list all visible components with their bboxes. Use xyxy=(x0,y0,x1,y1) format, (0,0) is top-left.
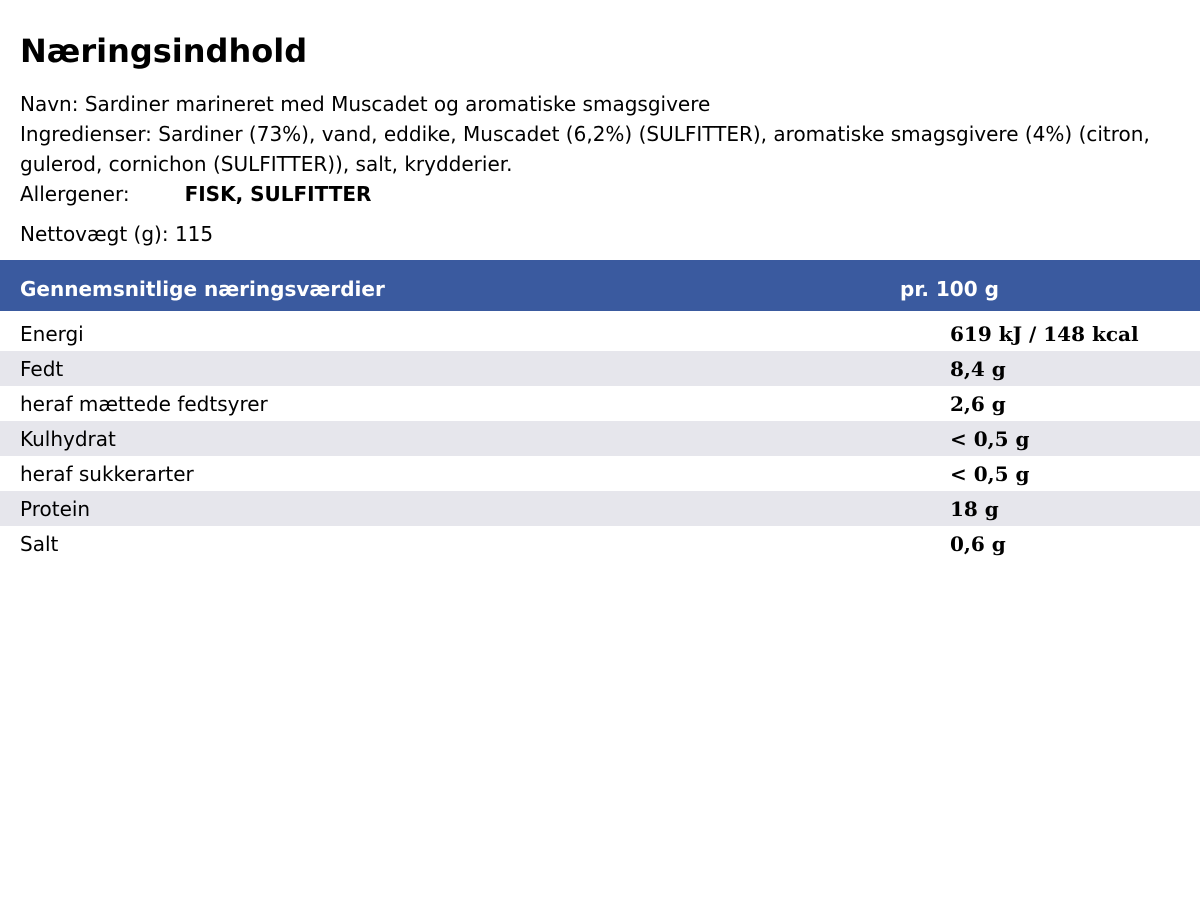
net-weight: Nettovægt (g): 115 xyxy=(20,222,214,246)
page-title: Næringsindhold xyxy=(20,32,308,70)
nutrient-value: < 0,5 g xyxy=(950,427,1030,451)
nutrient-value: 2,6 g xyxy=(950,392,1006,416)
nutrient-name: Fedt xyxy=(20,357,64,381)
table-row xyxy=(0,491,1200,526)
table-row xyxy=(0,316,1200,351)
allergens-value: FISK, SULFITTER xyxy=(184,182,372,206)
header-per-100g-label: pr. 100 g xyxy=(900,277,999,301)
product-info xyxy=(20,89,1180,209)
table-row xyxy=(0,456,1200,491)
product-name: Navn: Sardiner marineret med Muscadet og aromatiske smagsgivere xyxy=(20,92,711,116)
nutrition-table-body xyxy=(0,316,1200,561)
table-row xyxy=(0,421,1200,456)
table-row xyxy=(0,526,1200,561)
nutrient-name: Energi xyxy=(20,322,84,346)
nutrient-value: < 0,5 g xyxy=(950,462,1030,486)
header-nutrient-label: Gennemsnitlige næringsværdier xyxy=(20,277,385,301)
nutrient-value: 0,6 g xyxy=(950,532,1006,556)
nutrient-name: Protein xyxy=(20,497,91,521)
table-row xyxy=(0,386,1200,421)
nutrient-value: 8,4 g xyxy=(950,357,1006,381)
nutrient-name: Salt xyxy=(20,532,59,556)
nutrient-value: 619 kJ / 148 kcal xyxy=(950,322,1139,346)
nutrient-name: heraf mættede fedtsyrer xyxy=(20,392,268,416)
nutrition-table-header xyxy=(0,260,1200,311)
nutrient-name: Kulhydrat xyxy=(20,427,116,451)
nutrient-name: heraf sukkerarter xyxy=(20,462,194,486)
allergens-line xyxy=(20,179,1180,209)
nutrient-value: 18 g xyxy=(950,497,999,521)
product-ingredients: Ingredienser: Sardiner (73%), vand, eddike, Muscadet (6,2%) (SULFITTER), aromatiske smagsgivere (4%) (citron, gulerod, cornichon (SULFITTER)), salt, krydderier. xyxy=(20,122,1150,176)
allergens-label: Allergener: xyxy=(20,182,130,206)
table-row xyxy=(0,351,1200,386)
